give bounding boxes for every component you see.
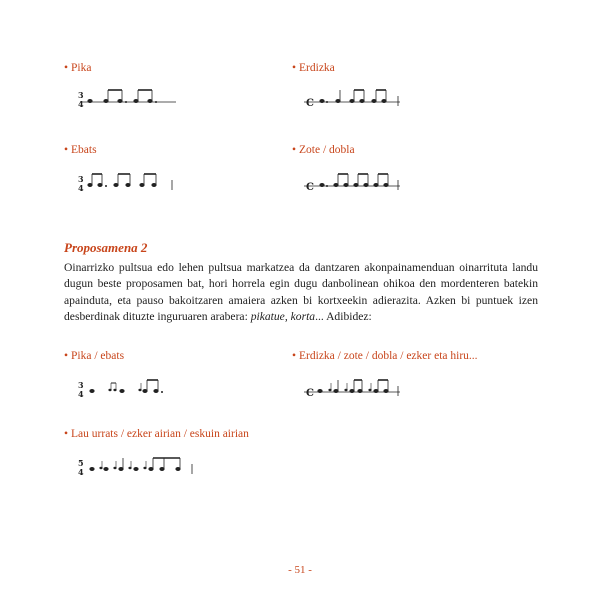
bullet: • [64, 428, 69, 440]
rhythm-erdizka-zote [304, 376, 414, 402]
time-signature-common: C [306, 388, 314, 399]
body-paragraph [64, 260, 538, 326]
page-number: - 51 - [288, 564, 312, 576]
rhythm-pika-ebats [76, 376, 186, 402]
time-signature-common: C [306, 98, 314, 109]
example-label-lau-urrats [64, 428, 249, 440]
time-signature-bottom: 4 [78, 467, 84, 477]
label-text: Pika / ebats [71, 350, 125, 362]
label-text: Erdizka / zote / dobla / ezker eta hiru... [299, 350, 478, 362]
time-signature-top: 5 [78, 458, 84, 468]
time-signature-bottom: 4 [78, 389, 84, 399]
rhythm-notation-pika [76, 86, 186, 112]
note [103, 467, 108, 471]
time-signature-bottom: 4 [78, 99, 84, 109]
label-text: Lau urrats / ezker airian / eskuin airian [71, 428, 249, 440]
rhythm-lau-urrats [76, 454, 206, 480]
rhythm-zote-dobla [304, 170, 414, 196]
note [319, 99, 324, 103]
bullet: • [292, 144, 297, 156]
label-text: Zote / dobla [299, 144, 355, 156]
rhythm-ebats [76, 170, 186, 196]
time-signature-top: 3 [78, 380, 84, 390]
rhythm-notation-zote-dobla [304, 170, 414, 196]
example-label-zote-dobla [292, 144, 355, 156]
bullet: • [292, 350, 297, 362]
time-signature-top: 3 [78, 174, 84, 184]
time-signature-top: 3 [78, 90, 84, 100]
rhythm-notation-pika-ebats [76, 376, 186, 402]
rhythm-erdizka [304, 86, 414, 112]
example-label-pika [64, 62, 91, 74]
rhythm-notation-erdizka-zote [304, 376, 414, 402]
rhythm-notation-ebats [76, 170, 186, 196]
note [87, 99, 92, 103]
rhythm-notation-lau-urrats [76, 454, 206, 480]
bullet: • [64, 144, 69, 156]
paragraph-text-end: ... Adibidez: [315, 310, 372, 324]
note [89, 467, 94, 471]
section-title: Proposamena 2 [64, 240, 148, 255]
note [317, 389, 322, 393]
bullet: • [64, 62, 69, 74]
example-label-erdizka [292, 62, 335, 74]
bullet: • [64, 350, 69, 362]
note [119, 389, 124, 393]
example-label-pika-ebats [64, 350, 124, 362]
example-label-ebats [64, 144, 97, 156]
label-text: Erdizka [299, 62, 335, 74]
time-signature-common: C [306, 182, 314, 193]
example-label-erdizka-zote [292, 350, 478, 362]
note [133, 467, 138, 471]
note [89, 389, 94, 393]
note [319, 183, 324, 187]
label-text: Pika [71, 62, 92, 74]
rhythm-notation-erdizka [304, 86, 414, 112]
paragraph-italic-terms: pikatue, korta [250, 310, 316, 324]
bullet: • [292, 62, 297, 74]
time-signature-bottom: 4 [78, 183, 84, 193]
label-text: Ebats [71, 144, 97, 156]
paragraph-text: Oinarrizko pultsua edo lehen pultsua markatzea da dantzaren akonpainamenduan oinarrituta landu dugun beste proposamen bat, hori horrela egin dugu danbolinean ohikoa den mordenteren batekin apainduta, eta pauso bakoitzaren amaiera azken bi kortxeekin adierazita. Azken bi puntuek izen desberdinak dituzte inguruaren arabera: [64, 261, 538, 324]
rhythm-pika [76, 86, 186, 112]
